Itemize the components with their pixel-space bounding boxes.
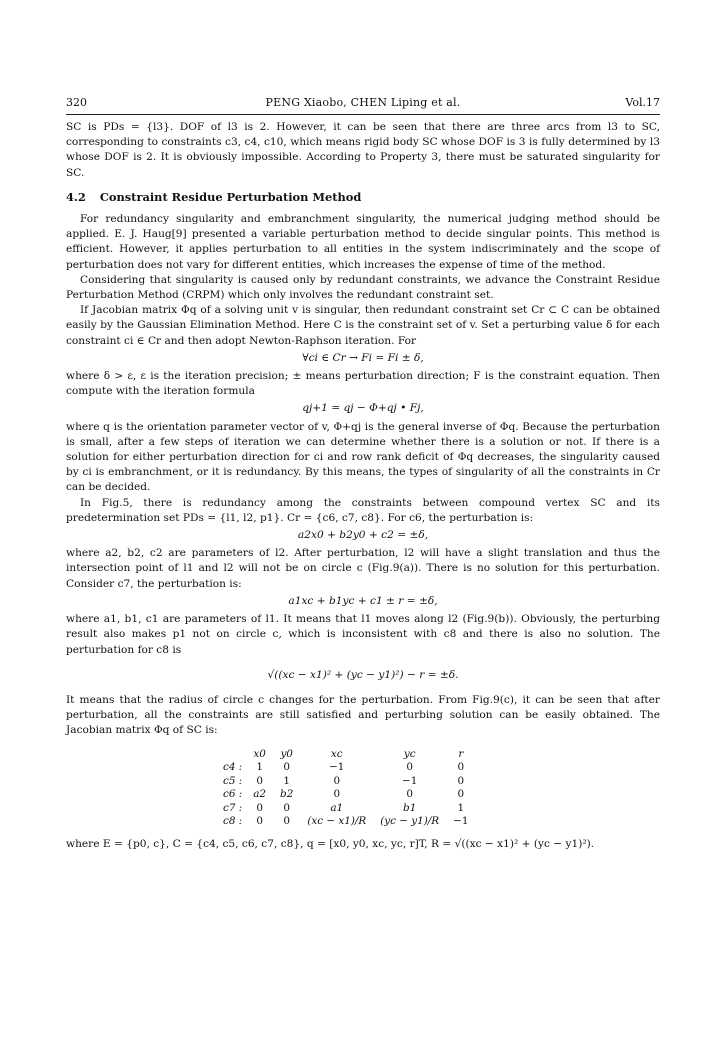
matrix-cell: 1 [283,774,290,787]
body-text [66,120,660,852]
page-number: 320 [66,96,87,109]
paragraph: For redundancy singularity and embranchment singularity, the numerical judging method should be applied. E. J. Haug[9] presented a variable perturbation method to decide singular points. This method is efficient. However, it applies perturbation to all entities in the system indiscriminately and the scope of perturbation does not vary for different entities, which increases the expense of time of the method. [66,213,660,271]
matrix-cell: 0 [406,788,413,801]
equation: a1xc + b1yc + c1 ± r = ±δ, [288,594,438,607]
matrix-row [216,775,475,789]
section-number: 4.2 [66,189,86,204]
paragraph: where a1, b1, c1 are parameters of l1. It means that l1 moves along l2 (Fig.9(b)). Obviously, the perturbing result also makes p1 not on circle c, which is inconsistent with c8 and there is also no solution. The perturbation for c8 is [66,613,660,656]
matrix-cell: 0 [256,801,263,814]
matrix-cell: 0 [457,761,465,774]
paragraph: In Fig.5, there is redundancy among the constraints between compound vertex SC and its predetermination set PDs = {l1, l2, p1}. Cr = {c6, c7, c8}. For c6, the perturbation is: [66,496,660,524]
equation: qj+1 = qj − Φ+qj • Fj, [302,402,424,415]
matrix-cell: 0 [406,761,413,774]
matrix-column-header: xc [330,747,343,760]
matrix-row-label: c5 : [223,774,243,787]
matrix-cell: 0 [457,774,465,787]
matrix-cell: 0 [283,801,290,814]
paragraph: where a2, b2, c2 are parameters of l2. After perturbation, l2 will have a slight translation and thus the intersection point of l1 and l2 will not be on circle c (Fig.9(a)). There is no solution for this perturbation. Consider c7, the perturbation is: [66,547,660,590]
matrix-cell: −1 [402,774,418,787]
paragraph: where E = {p0, c}, C = {c4, c5, c6, c7, c8}, q = [x0, y0, xc, yc, r]T, R = √((xc − x1)² + (yc − y1)²). [66,838,595,851]
matrix-row [216,788,475,802]
paragraph: where δ > ε, ε is the iteration precision; ± means perturbation direction; F is the constraint equation. Then compute with the iteration formula [66,370,660,398]
matrix-column-header: x0 [253,747,266,760]
running-title: PENG Xiaobo, CHEN Liping et al. [265,96,461,109]
matrix-column-header: y0 [280,747,293,760]
equation: a2x0 + b2y0 + c2 = ±δ, [297,529,429,542]
matrix-cell: b1 [403,801,417,814]
matrix-cell: (yc − y1)/R [380,815,440,828]
matrix-cell: 0 [333,788,341,801]
paragraph: SC is PDs = {l3}. DOF of l3 is 2. However, it can be seen that there are three arcs from l3 to SC, corresponding to constraints c3, c4, c10, which means rigid body SC whose DOF is 3 is fully determined by l3 whose DOF is 2. It is obviously impossible. According to Property 3, there must be saturated singularity for SC. [66,121,660,179]
matrix-column-header: yc [403,747,416,760]
section-heading [66,190,660,205]
matrix-cell: 0 [457,788,465,801]
matrix-cell: (xc − x1)/R [307,815,367,828]
matrix-cell: −1 [329,761,345,774]
paragraph: It means that the radius of circle c changes for the perturbation. From Fig.9(c), it can be seen that after perturbation, all the constraints are still satisfied and perturbing solution can be easily obtained. The Jacobian matrix Φq of SC is: [66,693,660,737]
matrix-header-row [216,748,475,762]
paragraph: Considering that singularity is caused only by redundant constraints, we advance the Constraint Residue Perturbation Method (CRPM) which only involves the redundant constraint set. [66,273,660,302]
equation: √((xc − x1)² + (yc − y1)²) − r = ±δ. [267,668,459,681]
matrix-cell: 0 [283,761,290,774]
matrix-cell: 0 [283,815,290,828]
matrix-cell: a2 [253,788,267,801]
jacobian-matrix [216,748,475,830]
matrix-row [216,815,475,829]
matrix-row [216,802,475,816]
matrix-row-label: c4 : [223,761,243,774]
volume-label: Vol.17 [625,96,660,109]
equation: ∀ci ∈ Cr → Fi = Fi ± δ, [302,351,424,364]
matrix-cell: −1 [453,815,469,828]
matrix-row-label: c8 : [223,815,243,828]
matrix-cell: a1 [330,801,344,814]
running-header [66,96,660,112]
header-rule [66,114,660,115]
matrix-cell: 0 [256,815,263,828]
section-title: Constraint Residue Perturbation Method [99,189,362,204]
paragraph: where q is the orientation parameter vector of v, Φ+qj is the general inverse of Φq. Because the perturbation is small, after a few steps of iteration we can determine whether there is a solution or not. If there is a solution for either perturbation direction for ci and row rank deficit of Φq decreases, the singularity caused by ci is embranchment, or it is redundancy. By this means, the types of singularity of all the constraints in Cr can be decided. [66,420,660,494]
matrix-row [216,761,475,775]
matrix-cell: b2 [280,788,294,801]
paragraph: If Jacobian matrix Φq of a solving unit v is singular, then redundant constraint set Cr ⊂ C can be obtained easily by the Gaussian Elimination Method. Here C is the constraint set of v. Set a perturbing value δ for each constraint ci ∈ Cr and then adopt Newton-Raphson iteration. For [66,304,660,347]
matrix-cell: 0 [333,774,341,787]
matrix-row-label: c6 : [223,788,243,801]
matrix-cell: 1 [457,801,465,814]
matrix-cell: 0 [256,774,263,787]
matrix-row-label: c7 : [223,801,243,814]
matrix-cell: 1 [256,761,263,774]
matrix-column-header: r [458,747,464,760]
